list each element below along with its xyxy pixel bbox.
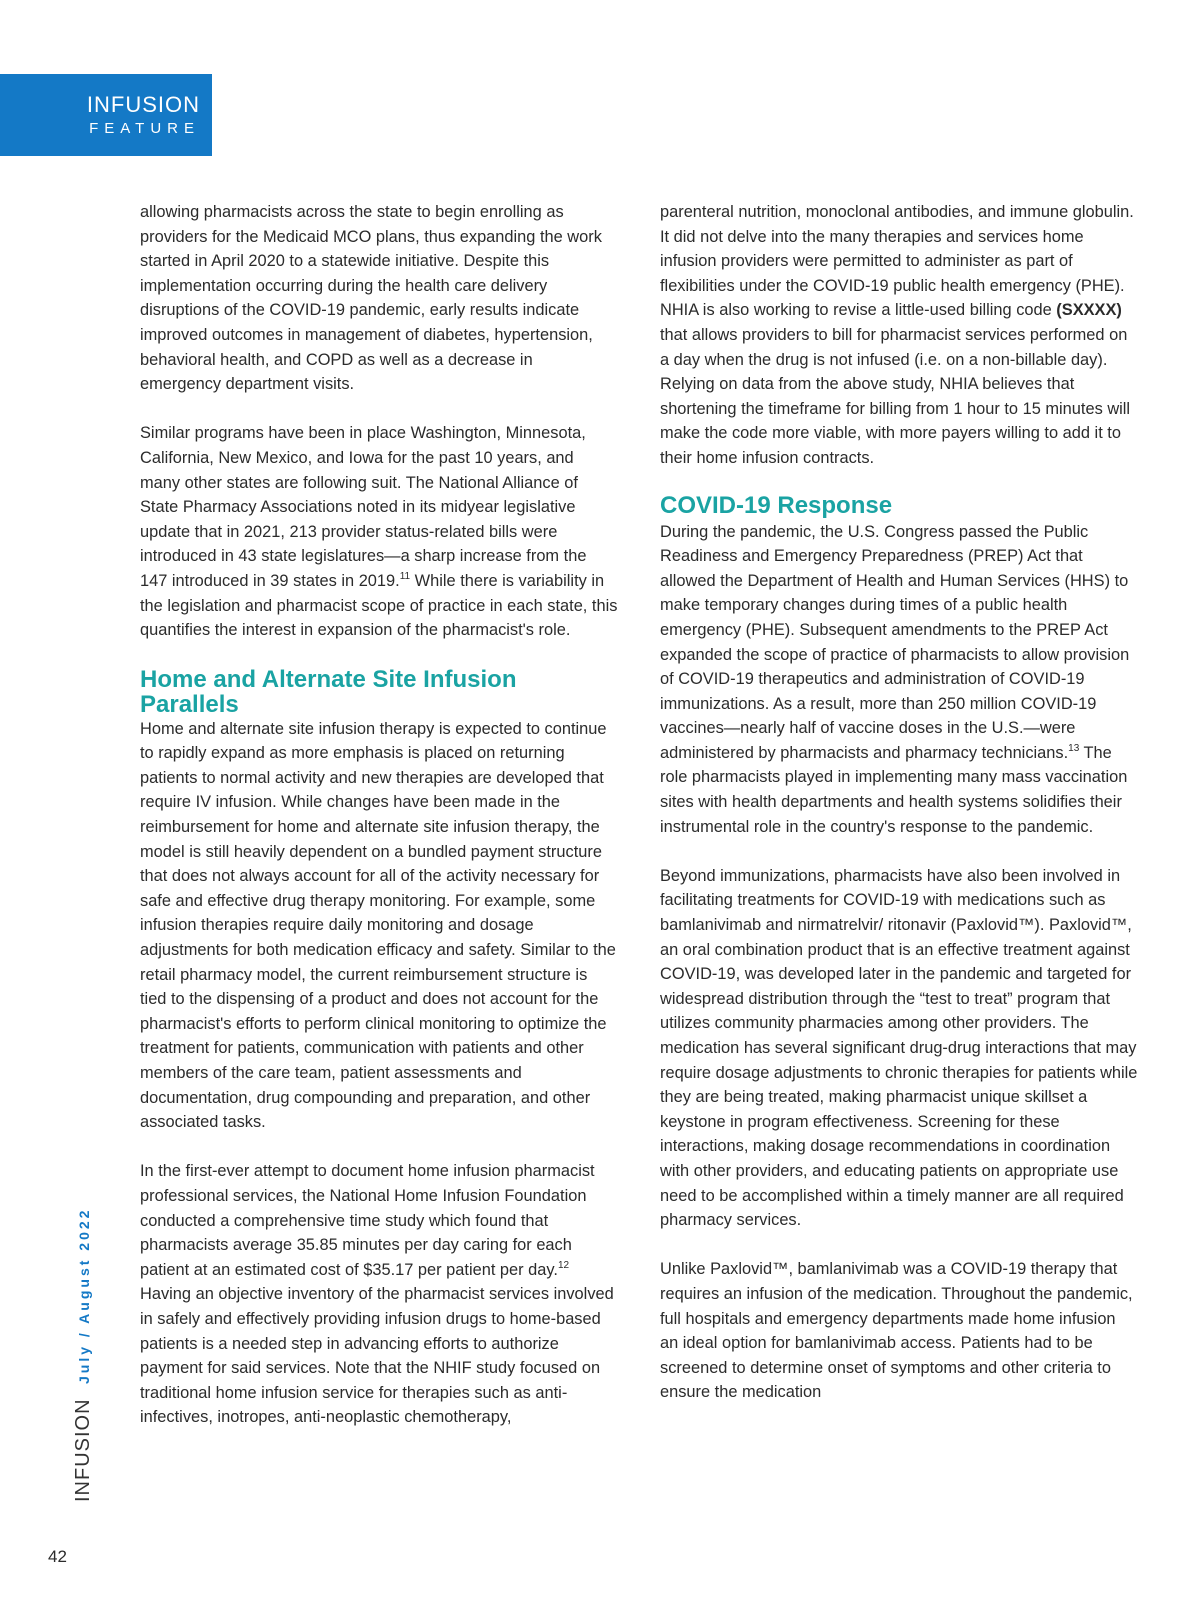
section-heading: COVID-19 Response [660,491,893,519]
spine-logo: INFUSION [72,1398,94,1502]
left-column [140,200,618,1430]
section-banner [0,74,212,156]
paragraph: allowing pharmacists across the state to begin enrolling as providers for the Medicaid MCO plans, thus expanding the work started in April 2020 to a statewide initiative. Despite this implementation occurring during the health care delivery disruptions of the COVID-19 pandemic, early results indicate improved outcomes in management of diabetes, hypertension, behavioral health, and COPD as well as a decrease in emergency department visits. [140,203,602,394]
paragraph: In the first-ever attempt to document home infusion pharmacist professional services, the National Home Infusion Foundation conducted a comprehensive time study which found that pharmacists average 35.85 minutes per day caring for each patient at an estimated cost of $35.17 per patient per day.$^{12}$ Having an objective inventory of the pharmacist services involved in safely and effectively providing infusion drugs to home-based patients is a needed step in advancing efforts to authorize payment for said services. Note that the NHIF study focused on traditional home infusion service for therapies such as anti-infectives, inotropes, anti-neoplastic chemotherapy, [140,1162,614,1427]
reference-marker: 12 [557,1259,570,1271]
reference-marker: 13 [1068,742,1080,754]
paragraph: During the pandemic, the U.S. Congress passed the Public Readiness and Emergency Preparedness (PREP) Act that allowed the Department of Health and Human Services (HHS) to make temporary changes during times of a public health emergency (PHE). Subsequent amendments to the PREP Act expanded the scope of practice of pharmacists to allow provision of COVID-19 therapeutics and administration of COVID-19 immunizations. As a result, more than 250 million COVID-19 vaccines—nearly half of vaccine doses in the U.S.—were administered by pharmacists and pharmacy technicians.$^{13}$ The role pharmacists played in implementing many mass vaccination sites with health departments and health systems solidifies their instrumental role in the country's response to the pandemic. [660,522,1130,836]
paragraph: Home and alternate site infusion therapy is expected to continue to rapidly expand as more emphasis is placed on returning patients to normal activity and new therapies are developed that require IV infusion. While changes have been made in the reimbursement for home and alternate site infusion therapy, the model is still heavily dependent on a bundled payment structure that does not always account for all of the activity necessary for safe and effective drug therapy monitoring. For example, some infusion therapies require daily monitoring and dosage adjustments for both medication efficacy and safety. Similar to the retail pharmacy model, the current reimbursement structure is tied to the dispensing of a product and does not account for the pharmacist's efforts to perform clinical monitoring to optimize the treatment for patients, communication with patients and other members of the care team, patient assessments and documentation, drug compounding and preparation, and other associated tasks. [140,719,616,1132]
paragraph: Beyond immunizations, pharmacists have also been involved in facilitating treatments for COVID-19 with medications such as bamlanivimab and nirmatrelvir/ ritonavir (Paxlovid™). Paxlovid™, an oral combination product that is an effective treatment against COVID-19, was developed later in the pandemic and targeted for widespread distribution through the “test to treat” program that utilizes community pharmacies among other providers. The medication has several significant drug-drug interactions that may require dosage adjustments to chronic therapies for patients while they are being treated, making pharmacist unique skillset a keystone in program effectiveness. Screening for these interactions, making dosage recommendations in coordination with other providers, and educating patients on appropriate use need to be accomplished within a timely manner are all required pharmacy services. [660,866,1138,1230]
issue-date: July / August 2022 [76,1207,92,1384]
magazine-logo: INFUSION [86,92,200,117]
page-number: 42 [48,1547,67,1566]
paragraph: Similar programs have been in place Washington, Minnesota, California, New Mexico, and Iowa for the past 10 years, and many other states are following suit. The National Alliance of State Pharmacy Associations noted in its midyear legislative update that in 2021, 213 provider status-related bills were introduced in 43 state legislatures—a sharp increase from the 147 introduced in 39 states in 2019.11 While there is variability in the legislation and pharmacist scope of practice in each state, this quantifies the interest in expansion of the pharmacist's role. [140,424,618,640]
reference-marker: 11 [399,570,411,582]
paragraph: Unlike Paxlovid™, bamlanivimab was a COVID-19 therapy that requires an infusion of the medication. Throughout the pandemic, full hospitals and emergency departments made home infusion an ideal option for bamlanivimab access. Patients had to be screened to determine onset of symptoms and other criteria to ensure the medication [660,1260,1133,1402]
section-label: FEATURE [89,120,200,137]
paragraph: parenteral nutrition, monoclonal antibodies, and immune globulin. It did not delve into the many therapies and services home infusion providers were permitted to administer as part of flexibilities under the COVID-19 public health emergency (PHE). NHIA is also working to revise a little-used billing code (SXXXX) that allows providers to bill for pharmacist services performed on a day when the drug is not infused (i.e. on a non-billable day). Relying on data from the above study, NHIA believes that shortening the timeframe for billing from 1 hour to 15 minutes will make the code more viable, with more payers willing to add it to their home infusion contracts. [660,203,1134,467]
right-column [660,200,1138,1405]
spine-footer [72,1208,95,1502]
billing-code: (SXXXX) [1056,301,1122,320]
section-heading: Home and Alternate Site Infusion Parallels [140,665,517,718]
